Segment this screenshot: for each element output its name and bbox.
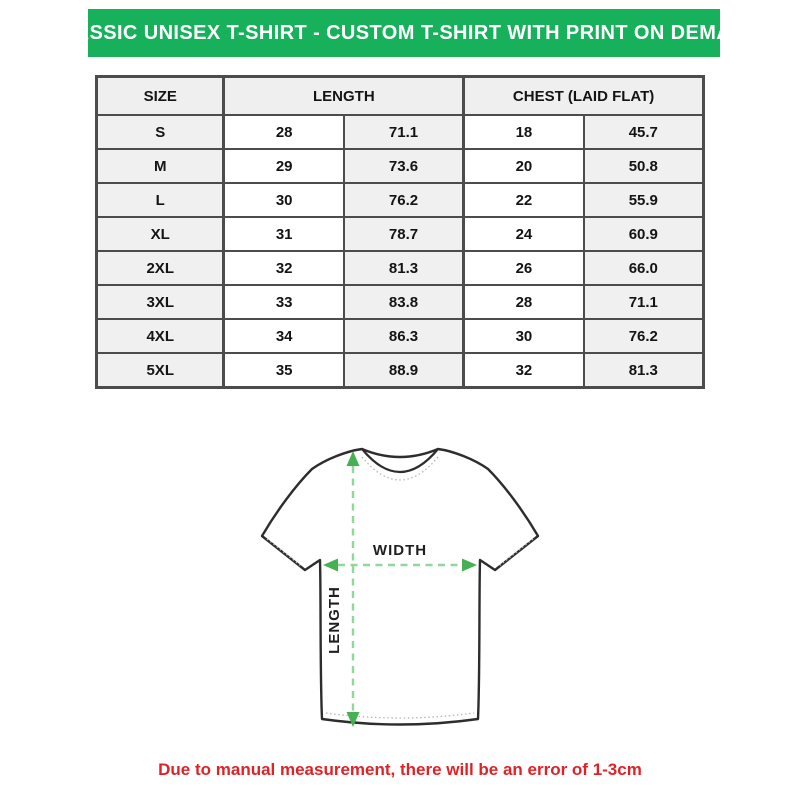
table-row — [97, 353, 704, 388]
chest-cm-cell: 50.8 — [584, 149, 704, 183]
size-cell: S — [97, 115, 224, 149]
tshirt-diagram-svg — [250, 442, 550, 742]
table-row — [97, 319, 704, 353]
col-header-chest: CHEST (LAID FLAT) — [464, 77, 704, 116]
length-cm-cell: 78.7 — [344, 217, 464, 251]
table-row — [97, 251, 704, 285]
size-cell: 4XL — [97, 319, 224, 353]
chest-cm-cell: 60.9 — [584, 217, 704, 251]
table-row — [97, 149, 704, 183]
chest-cm-cell: 81.3 — [584, 353, 704, 388]
length-inch-cell: 34 — [224, 319, 344, 353]
measurement-disclaimer: Due to manual measurement, there will be an error of 1-3cm — [158, 760, 642, 779]
length-inch-cell: 35 — [224, 353, 344, 388]
length-cm-cell: 81.3 — [344, 251, 464, 285]
table-row — [97, 285, 704, 319]
table-row — [97, 115, 704, 149]
table-row — [97, 217, 704, 251]
length-inch-cell: 29 — [224, 149, 344, 183]
length-inch-cell: 31 — [224, 217, 344, 251]
tshirt-outline — [262, 449, 538, 725]
col-header-length: LENGTH — [224, 77, 464, 116]
length-inch-cell: 28 — [224, 115, 344, 149]
chest-inch-cell: 28 — [464, 285, 584, 319]
table-row — [97, 183, 704, 217]
title-banner — [47, 9, 761, 57]
length-cm-cell: 86.3 — [344, 319, 464, 353]
length-cm-cell: 88.9 — [344, 353, 464, 388]
chest-cm-cell: 71.1 — [584, 285, 704, 319]
width-label: WIDTH — [372, 542, 428, 559]
tshirt-measurement-diagram — [250, 442, 550, 742]
chest-inch-cell: 30 — [464, 319, 584, 353]
col-header-size: SIZE — [97, 77, 224, 116]
size-cell: 3XL — [97, 285, 224, 319]
size-cell: 5XL — [97, 353, 224, 388]
chest-inch-cell: 18 — [464, 115, 584, 149]
chest-inch-cell: 22 — [464, 183, 584, 217]
size-cell: M — [97, 149, 224, 183]
length-cm-cell: 71.1 — [344, 115, 464, 149]
size-cell: XL — [97, 217, 224, 251]
chest-cm-cell: 76.2 — [584, 319, 704, 353]
chest-inch-cell: 24 — [464, 217, 584, 251]
length-label: LENGTH — [326, 586, 343, 654]
chest-cm-cell: 55.9 — [584, 183, 704, 217]
page-title: CLASSIC UNISEX T-SHIRT - CUSTOM T-SHIRT WITH PRINT ON DEMAND — [47, 21, 761, 44]
size-cell: 2XL — [97, 251, 224, 285]
chest-cm-cell: 66.0 — [584, 251, 704, 285]
header-row — [97, 77, 704, 116]
chest-inch-cell: 26 — [464, 251, 584, 285]
chest-inch-cell: 32 — [464, 353, 584, 388]
chest-inch-cell: 20 — [464, 149, 584, 183]
length-cm-cell: 73.6 — [344, 149, 464, 183]
size-table-body — [97, 115, 704, 388]
length-inch-cell: 30 — [224, 183, 344, 217]
length-inch-cell: 32 — [224, 251, 344, 285]
size-cell: L — [97, 183, 224, 217]
length-cm-cell: 83.8 — [344, 285, 464, 319]
size-table — [95, 75, 705, 389]
length-cm-cell: 76.2 — [344, 183, 464, 217]
chest-cm-cell: 45.7 — [584, 115, 704, 149]
length-inch-cell: 33 — [224, 285, 344, 319]
size-table-header — [97, 77, 704, 116]
